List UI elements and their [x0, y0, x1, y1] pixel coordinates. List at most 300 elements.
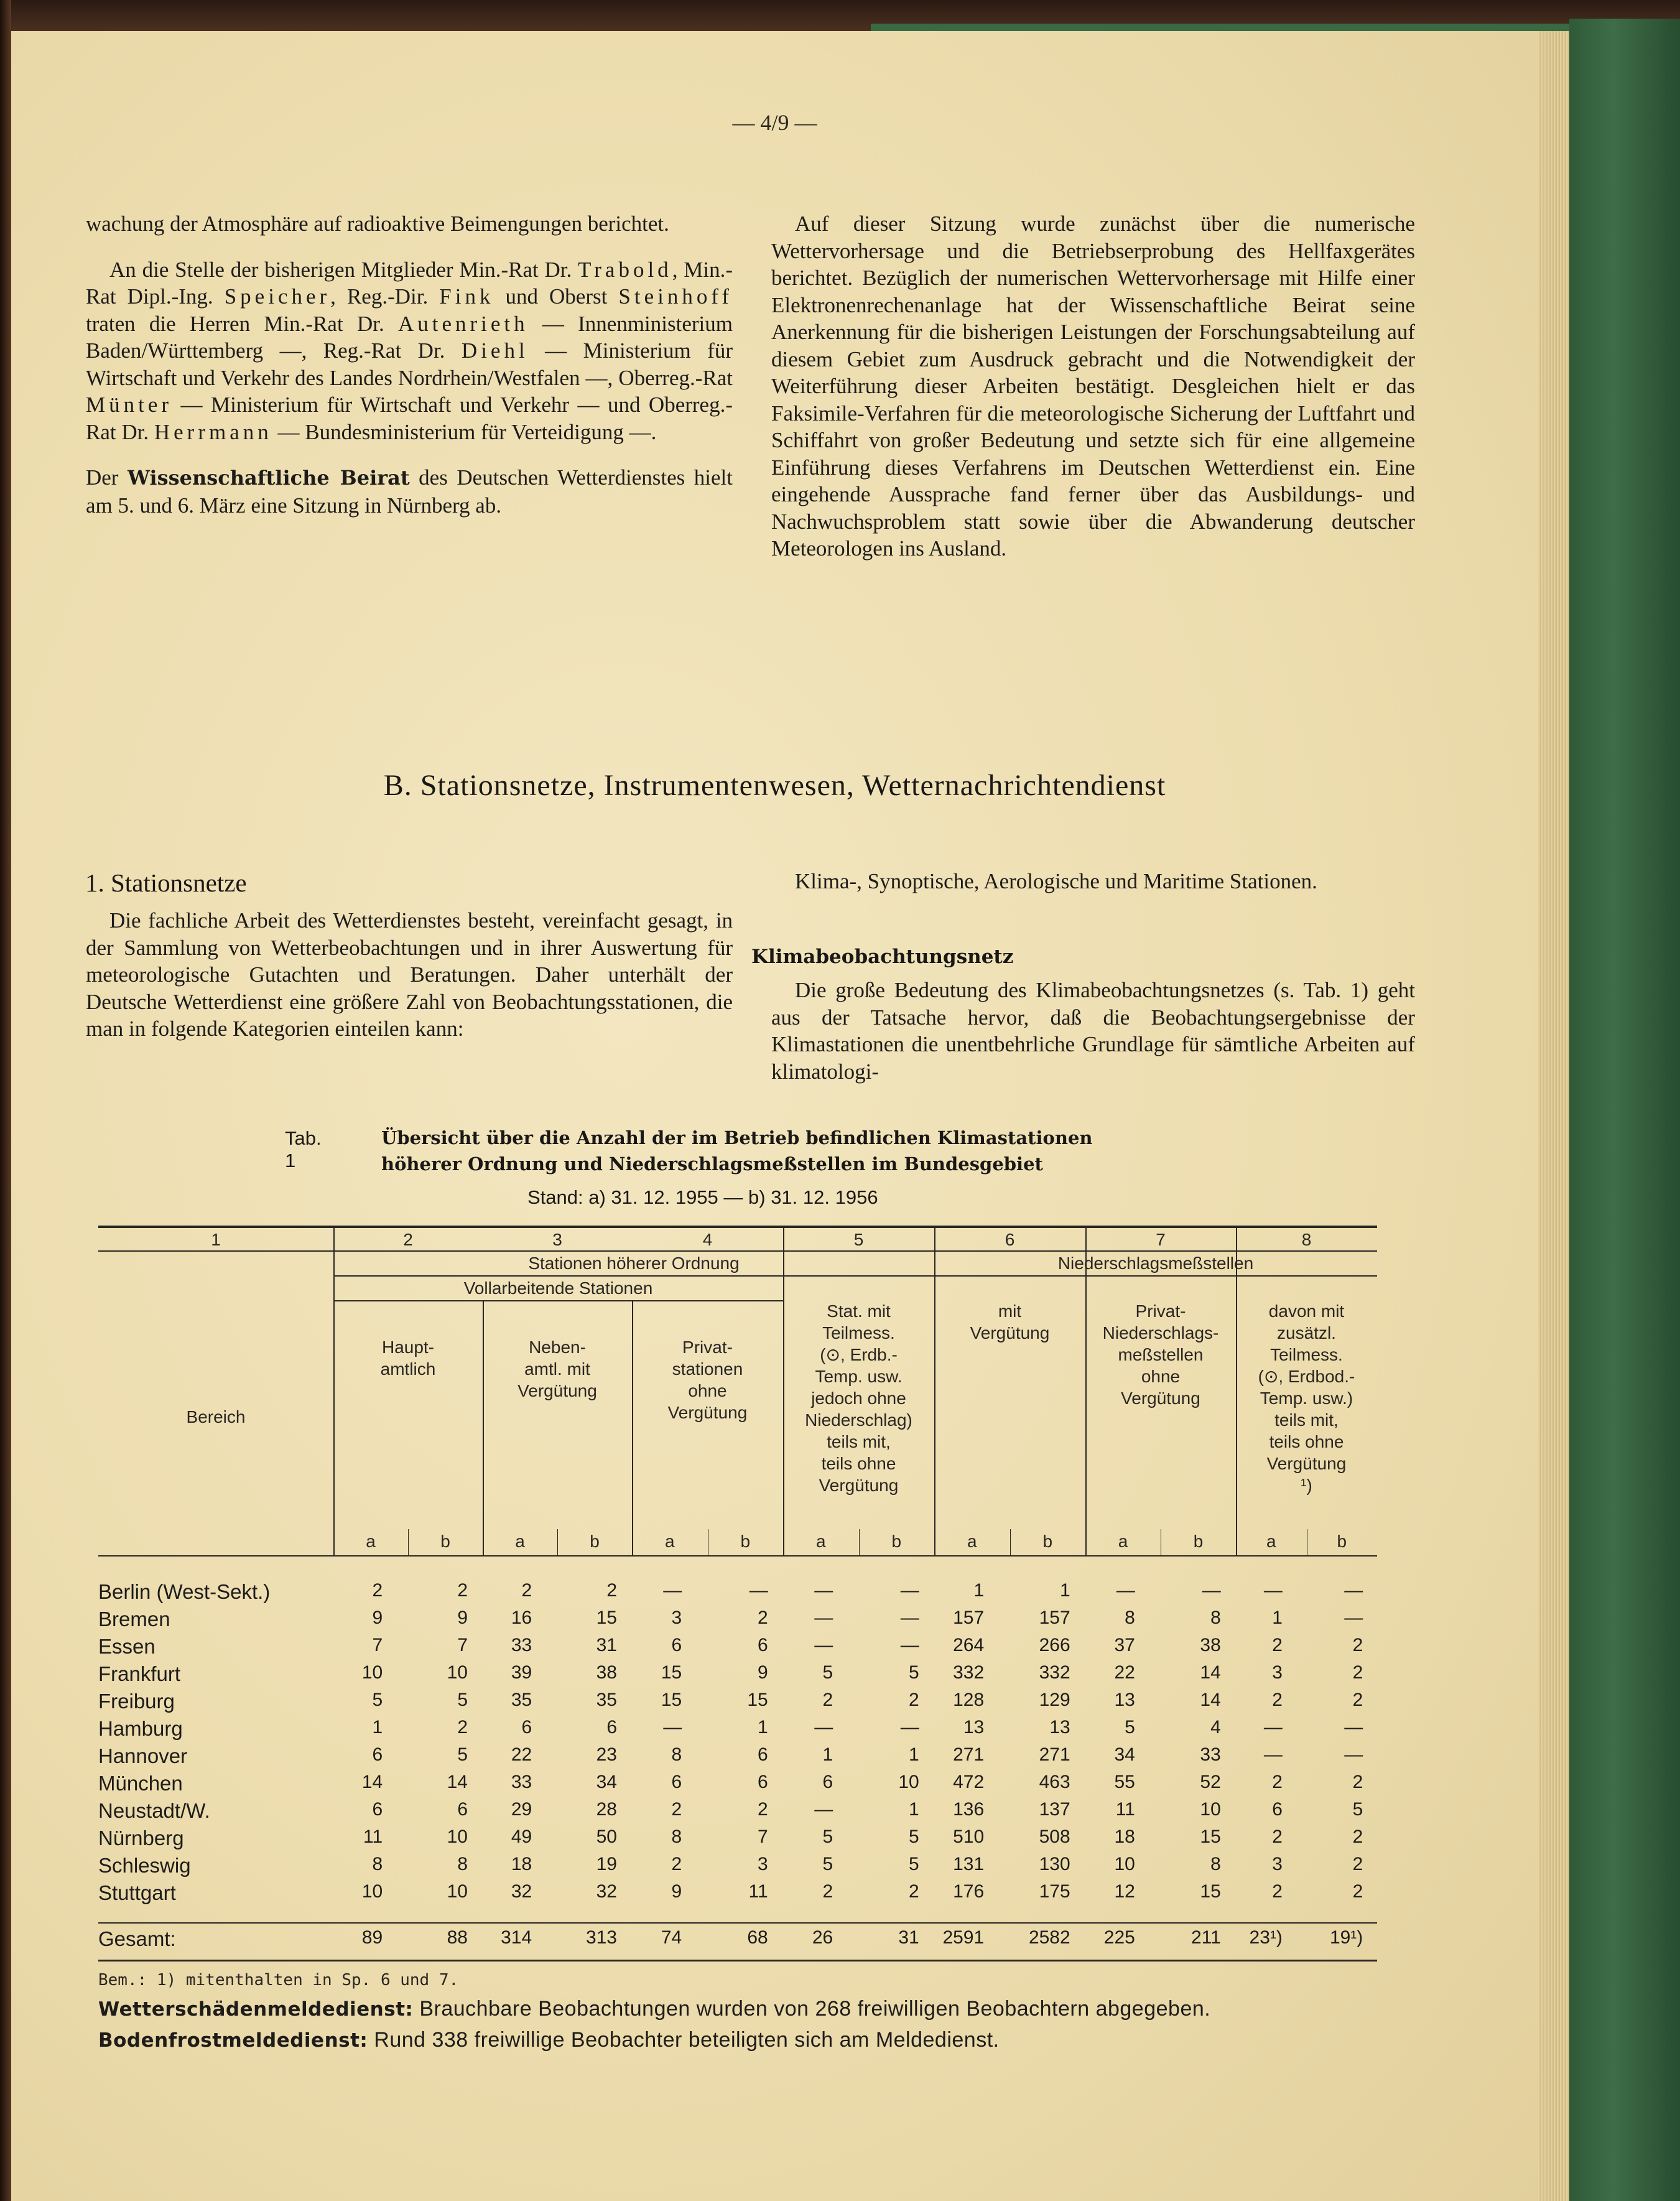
- table-col-number: 2: [403, 1230, 413, 1249]
- table-cell: 31: [596, 1635, 617, 1655]
- table-cell: 5: [822, 1854, 833, 1874]
- table-cell: —: [663, 1580, 682, 1601]
- table-cell: —: [1202, 1580, 1221, 1601]
- table-cell: 22: [1114, 1662, 1135, 1683]
- table-cell: 15: [747, 1690, 768, 1710]
- header-line: ¹): [1301, 1476, 1312, 1495]
- table-cell: 157: [1039, 1608, 1070, 1628]
- table-cell: 2: [457, 1717, 468, 1738]
- table-ab-label: b: [891, 1532, 902, 1551]
- table-cell: 9: [758, 1662, 768, 1683]
- table-cell: —: [900, 1608, 919, 1628]
- table-cell: 2: [521, 1580, 532, 1601]
- table-cell: 128: [953, 1690, 985, 1710]
- table-ab-label: a: [664, 1532, 675, 1551]
- table-cell: 6: [758, 1635, 768, 1655]
- table-cell: —: [1263, 1717, 1283, 1738]
- table-cell: 2: [1352, 1635, 1363, 1655]
- table-cell: 211: [1190, 1927, 1221, 1948]
- table-row-label: Bremen: [98, 1608, 170, 1631]
- table-cell: 3: [1272, 1854, 1283, 1874]
- table-cell: 2: [1352, 1854, 1363, 1874]
- table-row-label: Stuttgart: [98, 1881, 176, 1904]
- table-cell: 9: [671, 1881, 682, 1902]
- table-cell: 11: [363, 1826, 383, 1847]
- table-cell: —: [900, 1635, 919, 1655]
- table-ab-separator: [1010, 1529, 1011, 1557]
- table-cell: 5: [372, 1690, 383, 1710]
- table-cell: 271: [1039, 1744, 1070, 1765]
- table-note: Bem.: 1) mitenthalten in Sp. 6 und 7.: [98, 1971, 459, 1989]
- table-header-teilmess: [783, 1300, 934, 1496]
- table-cell: 264: [953, 1635, 985, 1655]
- table-cell: 37: [1114, 1635, 1135, 1655]
- table-col-number: 8: [1301, 1230, 1312, 1249]
- paragraph-beirat: Der Wissenschaftliche Beirat des Deutschen Wetterdienstes hielt am 5. und 6. März eine Sitzung in Nürnberg ab.: [86, 465, 733, 518]
- table-row-label: Neustadt/W.: [98, 1799, 210, 1822]
- table-cell: 33: [511, 1635, 532, 1655]
- subheading-klima: Klimabeobachtungsnetz: [751, 946, 1014, 968]
- table-cell: 33: [511, 1772, 532, 1792]
- table-col-number: 6: [1005, 1230, 1015, 1249]
- table-cell: —: [663, 1717, 682, 1738]
- header-line: (⊙, Erdb.-: [820, 1345, 898, 1364]
- table-cell: —: [814, 1635, 833, 1655]
- header-line: meßstellen: [1118, 1345, 1204, 1364]
- table-cell: 7: [457, 1635, 468, 1655]
- table-row-label: Frankfurt: [98, 1662, 181, 1685]
- header-line: ohne: [1141, 1367, 1181, 1386]
- header-line: Vergütung: [1121, 1389, 1200, 1408]
- table-cell: 313: [585, 1927, 617, 1948]
- table-cell: —: [1344, 1580, 1363, 1601]
- table-cell: 4: [1210, 1717, 1221, 1738]
- table-cell: 3: [758, 1854, 768, 1874]
- table-cell: 2582: [1028, 1927, 1070, 1948]
- table-rule-subgroup: [333, 1300, 783, 1301]
- table-cell: 31: [898, 1927, 919, 1948]
- table-cell: —: [814, 1799, 833, 1820]
- table-title-line2: höherer Ordnung und Niederschlagsmeßstellen im Bundesgebiet: [381, 1153, 1043, 1175]
- table-cell: 15: [1200, 1881, 1221, 1902]
- table-cell: 2: [758, 1608, 768, 1628]
- footer-line-2: Bodenfrostmeldedienst: Rund 338 freiwillige Beobachter beteiligten sich am Meldedienst.: [98, 2028, 1000, 2052]
- table-cell: 2: [822, 1690, 833, 1710]
- table-stand: Stand: a) 31. 12. 1955 — b) 31. 12. 1956: [527, 1186, 878, 1208]
- table-cell: 14: [361, 1772, 383, 1792]
- table-cell: 10: [447, 1662, 468, 1683]
- table-cell: —: [1344, 1717, 1363, 1738]
- table-row-label: Berlin (West-Sekt.): [98, 1580, 271, 1603]
- table-cell: 18: [511, 1854, 532, 1874]
- table-cell: 129: [1039, 1690, 1070, 1710]
- table-cell: 88: [447, 1927, 468, 1948]
- table-cell: 2: [606, 1580, 617, 1601]
- header-line: (⊙, Erdbod.-: [1258, 1367, 1355, 1386]
- table-col-number: 5: [853, 1230, 864, 1249]
- table-cell: 2: [1272, 1635, 1283, 1655]
- table-cell: 13: [1049, 1717, 1070, 1738]
- table-cell: 176: [953, 1881, 985, 1902]
- table-cell: 33: [1200, 1744, 1221, 1765]
- table-cell: 8: [671, 1744, 682, 1765]
- table-row-label: Nürnberg: [98, 1826, 184, 1850]
- table-cell: 10: [447, 1881, 468, 1902]
- table-cell: 35: [596, 1690, 617, 1710]
- table-cell: —: [1263, 1744, 1283, 1765]
- header-line: davon mit: [1268, 1301, 1345, 1321]
- table-cell: 131: [953, 1854, 985, 1874]
- table-cell: 34: [596, 1772, 617, 1792]
- table-cell: —: [1263, 1580, 1283, 1601]
- table-cell: 22: [511, 1744, 532, 1765]
- table-cell: 23¹): [1249, 1927, 1283, 1948]
- table-cell: 8: [372, 1854, 383, 1874]
- table-cell: 39: [511, 1662, 532, 1683]
- table-cell: —: [814, 1717, 833, 1738]
- header-line: Privat-: [682, 1338, 733, 1357]
- table-cell: —: [814, 1608, 833, 1628]
- table-cell: 13: [1114, 1690, 1135, 1710]
- table-cell: 508: [1039, 1826, 1070, 1847]
- table-cell: 6: [758, 1744, 768, 1765]
- header-line: Teilmess.: [822, 1323, 895, 1342]
- table-cell: 2: [1272, 1772, 1283, 1792]
- table-cell: 19: [596, 1854, 617, 1874]
- table-ab-label: a: [1118, 1532, 1128, 1551]
- table-cell: 38: [1200, 1635, 1221, 1655]
- table-cell: 1: [973, 1580, 985, 1601]
- text-column-top-left: [86, 210, 733, 519]
- table-cell: 10: [447, 1826, 468, 1847]
- table-cell: —: [1344, 1744, 1363, 1765]
- table-cell: 8: [1210, 1608, 1221, 1628]
- page-number: — 4/9 —: [732, 110, 817, 135]
- table-rule-colnums: [98, 1250, 1377, 1252]
- table-cell: 9: [457, 1608, 468, 1628]
- table-cell: 1: [1272, 1608, 1283, 1628]
- header-line: teils ohne: [1269, 1432, 1344, 1451]
- table-cell: 15: [1200, 1826, 1221, 1847]
- subsection-title: 1. Stationsnetze: [85, 868, 247, 897]
- table-cell: 29: [511, 1799, 532, 1820]
- table-ab-label: a: [366, 1532, 376, 1551]
- table-row-label: Gesamt:: [98, 1927, 176, 1950]
- document-page: [11, 31, 1538, 2201]
- table-cell: 137: [1039, 1799, 1070, 1820]
- table-cell: 157: [953, 1608, 985, 1628]
- table-title-line1: Übersicht über die Anzahl der im Betrieb befindlichen Klimastationen: [381, 1127, 1093, 1148]
- table-cell: 6: [1272, 1799, 1283, 1820]
- table-cell: 3: [1272, 1662, 1283, 1683]
- table-label: Tab. 1: [285, 1127, 322, 1171]
- table-cell: 6: [671, 1772, 682, 1792]
- table-cell: 1: [372, 1717, 383, 1738]
- table-subgroup-voll: Vollarbeitende Stationen: [463, 1278, 653, 1298]
- table-cell: 6: [372, 1799, 383, 1820]
- table-cell: 3: [671, 1608, 682, 1628]
- header-line: Niederschlags-: [1102, 1323, 1219, 1342]
- header-line: Vergütung: [517, 1381, 597, 1400]
- header-line: ohne: [688, 1381, 727, 1400]
- table-row-label: München: [98, 1772, 183, 1795]
- table-cell: 89: [361, 1927, 383, 1948]
- table-cell: 68: [747, 1927, 768, 1948]
- table-header-hauptamtlich: [333, 1336, 483, 1380]
- table-cell: 35: [511, 1690, 532, 1710]
- header-line: Vergütung: [1266, 1454, 1347, 1473]
- table-cell: 2: [1272, 1690, 1283, 1710]
- header-line: amtlich: [380, 1359, 436, 1379]
- table-cell: 1: [909, 1744, 919, 1765]
- paragraph: Auf dieser Sitzung wurde zunächst über die numerische Wettervorhersage und die Betriebserprobung des Hellfaxgerätes berichtet. Bezüglich der numerischen Wettervorhersage mit Hilfe einer Elektronenrechenanlage hat der Wissenschaftliche Beirat seine Anerkennung für die bisherigen Leistungen der Forschungsabteilung auf diesem Gebiet zum Ausdruck gebracht und die Notwendigkeit der Weiterführung dieser Arbeiten bestätigt. Desgleichen hielt er das Faksimile-Verfahren für die meteorologische Sicherung der Luftfahrt und Schiffahrt von großer Bedeutung und setzte sich für eine allgemeine Einführung dieses Verfahrens im Deutschen Wetterdienst ein. Eine eingehende Aussprache fand ferner über das Ausbildungs- und Nachwuchsproblem statt sowie über die Abwanderung deutscher Meteorologen ins Ausland.: [771, 212, 1415, 561]
- table-cell: 19¹): [1329, 1927, 1363, 1948]
- table-col-number: 7: [1156, 1230, 1166, 1249]
- table-ab-label: a: [815, 1532, 826, 1551]
- table-cell: 10: [361, 1662, 383, 1683]
- header-line: Privat-: [1135, 1301, 1186, 1321]
- table-col-number: 1: [211, 1230, 221, 1249]
- table-cell: 11: [748, 1881, 768, 1902]
- table-cell: 7: [372, 1635, 383, 1655]
- table-cell: 2: [1272, 1826, 1283, 1847]
- table-cell: 510: [953, 1826, 985, 1847]
- table-cell: 266: [1039, 1635, 1070, 1655]
- table-cell: 2: [457, 1580, 468, 1601]
- table-cell: 8: [1125, 1608, 1135, 1628]
- table-ab-label: a: [1266, 1532, 1276, 1551]
- table-header-privat-niederschlag: [1085, 1300, 1236, 1409]
- table-cell: 6: [457, 1799, 468, 1820]
- table-cell: 6: [758, 1772, 768, 1792]
- table-cell: 32: [596, 1881, 617, 1902]
- table-cell: 18: [1114, 1826, 1135, 1847]
- table-cell: 271: [953, 1744, 985, 1765]
- book-cover-right: [1569, 19, 1680, 2201]
- table-cell: 6: [372, 1744, 383, 1765]
- section-title: B. Stationsnetze, Instrumentenwesen, Wetternachrichtendienst: [383, 769, 1166, 802]
- table-group-stationen: Stationen höherer Ordnung: [528, 1254, 740, 1273]
- station-table: [98, 1226, 1377, 1966]
- text-column-mid-right: [771, 868, 1415, 895]
- table-row-label: Schleswig: [98, 1854, 191, 1877]
- table-cell: 5: [457, 1744, 468, 1765]
- table-cell: 12: [1114, 1881, 1135, 1902]
- table-cell: 38: [596, 1662, 617, 1683]
- header-line: Vergütung: [819, 1476, 899, 1495]
- table-cell: 49: [511, 1826, 532, 1847]
- table-rule-total: [98, 1922, 1377, 1924]
- table-cell: 2: [1352, 1826, 1363, 1847]
- table-cell: 2: [909, 1881, 919, 1902]
- paragraph-members: An die Stelle der bisherigen Mitglieder Min.-Rat Dr. Trabold, Min.-Rat Dipl.-Ing. Speicher, Reg.-Dir. Fink und Oberst Steinhoff traten die Herren Min.-Rat Dr. Autenrieth — Innenministerium Baden/Württemberg —, Reg.-Rat Dr. Diehl — Ministerium für Wirtschaft und Verkehr des Landes Nordrhein/Westfalen —, Oberreg.-Rat Münter — Ministerium für Wirtschaft und Verkehr — und Oberreg.-Rat Dr. Herrmann — Bundesministerium für Verteidigung —.: [86, 257, 733, 444]
- table-cell: 5: [1352, 1799, 1363, 1820]
- table-cell: 5: [909, 1826, 919, 1847]
- table-cell: 314: [501, 1927, 532, 1948]
- table-row-label: Essen: [98, 1635, 155, 1658]
- table-cell: 14: [447, 1772, 468, 1792]
- table-cell: —: [900, 1717, 919, 1738]
- table-cell: 32: [511, 1881, 532, 1902]
- header-line: zusätzl.: [1277, 1323, 1336, 1342]
- header-line: Vergütung: [970, 1323, 1050, 1342]
- table-cell: 10: [1114, 1854, 1135, 1874]
- header-line: Stat. mit: [827, 1301, 891, 1321]
- table-cell: 472: [953, 1772, 985, 1792]
- table-cell: 2: [1352, 1772, 1363, 1792]
- table-cell: —: [1116, 1580, 1135, 1601]
- header-line: Temp. usw.: [815, 1367, 903, 1386]
- header-line: teils mit,: [827, 1432, 891, 1451]
- table-header-privatstationen: [632, 1336, 783, 1423]
- book-edge-left: [0, 0, 11, 2201]
- table-rule-ab: [98, 1555, 1377, 1557]
- table-col-separator: [333, 1226, 335, 1557]
- footer-line-1: Wetterschädenmeldedienst: Brauchbare Beobachtungen wurden von 268 freiwilligen Beobachtern abgegeben.: [98, 1997, 1211, 2021]
- table-cell: —: [749, 1580, 768, 1601]
- table-rule-top: [98, 1226, 1377, 1228]
- table-cell: 8: [457, 1854, 468, 1874]
- table-cell: 1: [909, 1799, 919, 1820]
- table-ab-label: b: [1193, 1532, 1204, 1551]
- table-cell: 1: [758, 1717, 768, 1738]
- header-line: mit: [998, 1301, 1022, 1321]
- table-row-label: Hannover: [98, 1744, 188, 1767]
- table-cell: 5: [909, 1662, 919, 1683]
- table-cell: 15: [596, 1608, 617, 1628]
- table-cell: 225: [1103, 1927, 1135, 1948]
- table-cell: 7: [758, 1826, 768, 1847]
- table-col-number: 3: [552, 1230, 562, 1249]
- table-cell: 136: [953, 1799, 985, 1820]
- table-cell: 6: [521, 1717, 532, 1738]
- table-cell: 2: [822, 1881, 833, 1902]
- table-cell: 23: [596, 1744, 617, 1765]
- table-col-number: 4: [702, 1230, 713, 1249]
- table-cell: 2: [1272, 1881, 1283, 1902]
- table-cell: 2: [671, 1799, 682, 1820]
- table-cell: 8: [671, 1826, 682, 1847]
- table-cell: 50: [596, 1826, 617, 1847]
- table-cell: 2: [1352, 1690, 1363, 1710]
- paragraph: wachung der Atmosphäre auf radioaktive Beimengungen berichtet.: [86, 212, 669, 236]
- header-line: Vergütung: [667, 1403, 748, 1422]
- table-ab-separator: [859, 1529, 860, 1557]
- table-header-mit-verguetung: [934, 1300, 1085, 1344]
- table-cell: 9: [372, 1608, 383, 1628]
- table-ab-label: b: [1042, 1532, 1053, 1551]
- table-group-niederschlag: Niederschlagsmeßstellen: [1057, 1254, 1254, 1273]
- header-line: jedoch ohne: [811, 1389, 906, 1408]
- table-cell: 8: [1210, 1854, 1221, 1874]
- table-ab-label: b: [590, 1532, 600, 1551]
- table-cell: 332: [1039, 1662, 1070, 1683]
- header-line: teils ohne: [821, 1454, 896, 1473]
- text-column-top-right: [771, 210, 1415, 562]
- table-row-label: Hamburg: [98, 1717, 183, 1740]
- table-cell: 34: [1114, 1744, 1135, 1765]
- table-cell: 10: [1200, 1799, 1221, 1820]
- header-line: stationen: [672, 1359, 743, 1379]
- table-cell: 15: [661, 1690, 682, 1710]
- table-header-bereich: Bereich: [186, 1407, 246, 1426]
- table-cell: —: [814, 1580, 833, 1601]
- paragraph: Klima-, Synoptische, Aerologische und Maritime Stationen.: [795, 869, 1317, 893]
- table-cell: 5: [457, 1690, 468, 1710]
- table-cell: 2: [671, 1854, 682, 1874]
- table-cell: 14: [1200, 1690, 1221, 1710]
- table-cell: 1: [1060, 1580, 1070, 1601]
- table-cell: 175: [1039, 1881, 1070, 1902]
- table-cell: 13: [963, 1717, 985, 1738]
- table-cell: —: [900, 1580, 919, 1601]
- table-cell: 55: [1114, 1772, 1135, 1792]
- table-cell: 1: [822, 1744, 833, 1765]
- table-cell: 26: [812, 1927, 833, 1948]
- table-col-separator: [934, 1226, 935, 1557]
- text-column-mid-left: [86, 907, 733, 1043]
- table-cell: 15: [661, 1662, 682, 1683]
- table-ab-label: b: [740, 1532, 751, 1551]
- table-cell: 2: [758, 1799, 768, 1820]
- table-cell: 6: [671, 1635, 682, 1655]
- table-cell: 52: [1200, 1772, 1221, 1792]
- header-line: Niederschlag): [805, 1410, 912, 1430]
- table-cell: 5: [822, 1826, 833, 1847]
- table-ab-label: b: [440, 1532, 450, 1551]
- table-ab-label: a: [515, 1532, 525, 1551]
- header-line: Haupt-: [381, 1338, 435, 1357]
- table-cell: 463: [1039, 1772, 1070, 1792]
- table-cell: 6: [606, 1717, 617, 1738]
- header-line: teils mit,: [1274, 1410, 1339, 1430]
- table-cell: 11: [1115, 1799, 1135, 1820]
- table-cell: 2: [1352, 1662, 1363, 1683]
- header-line: Temp. usw.): [1260, 1389, 1353, 1408]
- table-cell: 2: [1352, 1881, 1363, 1902]
- table-cell: —: [1344, 1608, 1363, 1628]
- header-line: Neben-: [529, 1338, 586, 1357]
- table-rule-group: [333, 1275, 1377, 1277]
- table-cell: 10: [898, 1772, 919, 1792]
- table-cell: 5: [822, 1662, 833, 1683]
- table-cell: 130: [1039, 1854, 1070, 1874]
- table-cell: 2: [372, 1580, 383, 1601]
- table-cell: 2591: [942, 1927, 985, 1948]
- paragraph: Die große Bedeutung des Klimabeobachtungsnetzes (s. Tab. 1) geht aus der Tatsache hervor, daß die Beobachtungsergebnisse der Klimastationen die unentbehrliche Grundlage für sämtliche Arbeiten auf klimatologi-: [771, 978, 1415, 1084]
- table-cell: 14: [1200, 1662, 1221, 1683]
- table-rule-bottom: [98, 1960, 1377, 1961]
- table-ab-separator: [557, 1529, 558, 1557]
- table-cell: 28: [596, 1799, 617, 1820]
- table-header-nebenamtlich: [483, 1336, 632, 1402]
- table-cell: 10: [361, 1881, 383, 1902]
- table-ab-separator: [408, 1529, 409, 1557]
- table-cell: 332: [953, 1662, 985, 1683]
- page-stack-edge: [1538, 31, 1569, 2201]
- table-cell: 5: [909, 1854, 919, 1874]
- text-column-mid-right-2: [771, 977, 1415, 1085]
- table-cell: 2: [909, 1690, 919, 1710]
- table-cell: 16: [511, 1608, 532, 1628]
- header-line: Teilmess.: [1270, 1345, 1343, 1364]
- table-cell: 6: [822, 1772, 833, 1792]
- table-ab-label: b: [1337, 1532, 1347, 1551]
- table-header-davon: [1236, 1300, 1377, 1496]
- table-ab-label: a: [967, 1532, 977, 1551]
- table-cell: 74: [661, 1927, 682, 1948]
- table-cell: 5: [1125, 1717, 1135, 1738]
